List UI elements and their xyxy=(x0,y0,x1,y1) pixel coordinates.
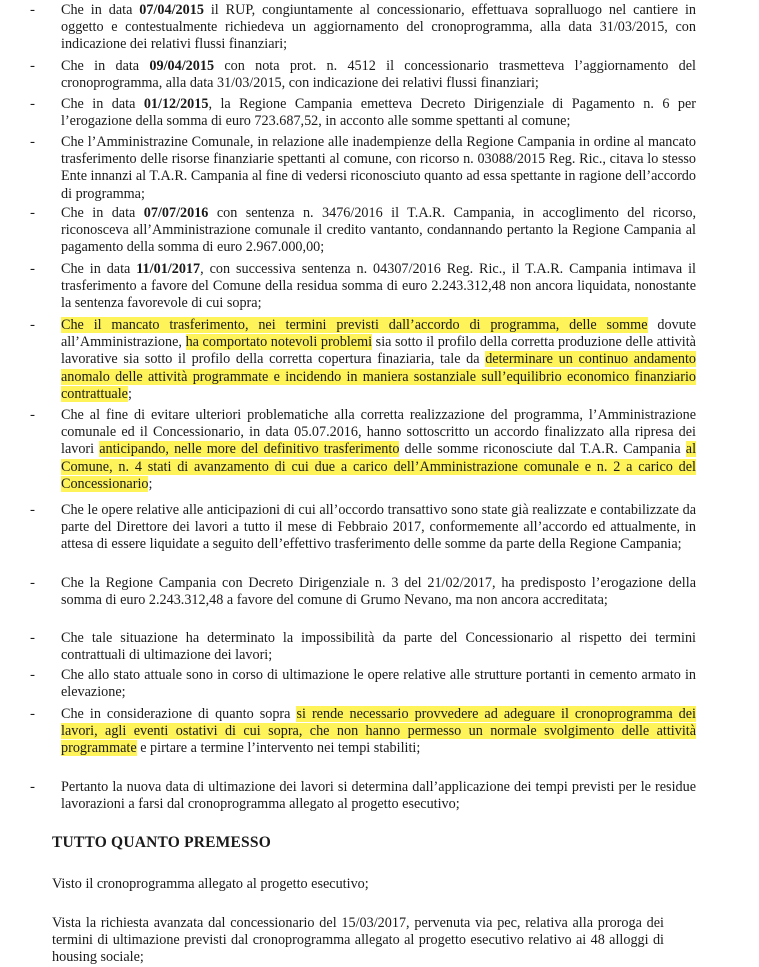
highlighted-text: determinare un continuo andamento anomalo delle attività programmate e incidendo in maniera sostanziale sull’equilibrio economico finanziario contrattuale xyxy=(61,351,696,402)
text-run: sia sotto il profilo della corretta produzione delle attività lavorative sia sotto il profilo della corretta copertura finaziaria, tale da xyxy=(61,334,696,368)
list-item-text xyxy=(61,575,696,609)
list-item-text xyxy=(61,502,696,554)
list-item-text xyxy=(61,407,696,493)
list-item-text xyxy=(61,205,696,257)
text-run: Che in data xyxy=(61,2,140,18)
list-item-text xyxy=(61,2,696,54)
bullet-dash: - xyxy=(30,667,35,683)
list-item-text xyxy=(61,134,696,203)
list-item-text xyxy=(61,779,696,813)
text-run: Che allo stato attuale sono in corso di ultimazione le opere relative alle strutture portanti in cemento armato in elevazione; xyxy=(61,667,696,701)
bullet-dash: - xyxy=(30,205,35,221)
text-run: ; xyxy=(127,385,132,402)
highlighted-text: Che il mancato trasferimento, nei termini previsti dall’accordo di programma, delle somme xyxy=(61,317,648,333)
bullet-dash: - xyxy=(30,779,35,795)
bold-date: 09/04/2015 xyxy=(149,58,215,74)
bullet-dash: - xyxy=(30,502,35,518)
list-item-text xyxy=(61,96,696,130)
list-item-text xyxy=(61,58,696,92)
text-run: Che la Regione Campania con Decreto Dirigenziale n. 3 del 21/02/2017, ha predisposto l’erogazione della somma di euro 2.243.312,48 a favore del comune di Grumo Nevano, ma non ancora accreditata; xyxy=(61,575,696,609)
bold-date: 01/12/2015 xyxy=(143,96,209,112)
text-run: dovute all’Amministrazione, xyxy=(61,317,696,351)
bullet-dash: - xyxy=(30,317,35,333)
text-run: Che l’Amministrazine Comunale, in relazione alle inadempienze della Regione Campania in ordine al mancato trasferimento delle risorse finanziarie spettanti al comune, con ricorso n. 03088/2015 Reg. Ric., citava lo stesso Ente innanzi al T.A.R. Campania al fine di vedersi riconosciuto quanto ad essa spettante in ragione dell’accordo di programma; xyxy=(61,134,696,202)
bold-date: 07/04/2015 xyxy=(139,2,204,18)
text-run: Che le opere relative alle anticipazioni di cui all’occordo transattivo sono state già realizzate e contabilizzate da parte del Direttore dei lavori a tutto il mese di Febbraio 2017, conformemente all’accordo ed attualmente, in attesa di essere liquidate a seguito dell’effettivo trasferimento delle somme da parte della Regione Campania; xyxy=(61,502,696,553)
list-item-text xyxy=(61,667,696,701)
text-run: con sentenza n. 3476/2016 il T.A.R. Campania, in accoglimento del ricorso, riconosceva all’Amministrazione comunale il credito vantanto, condannando pertanto la Regione Campania al pagamento della somma di euro 2.967.000,00; xyxy=(61,205,696,256)
text-run: il RUP, congiuntamente al concessionario, effettuava sopralluogo nel cantiere in oggetto e contestualmente richiedeva un aggiornamento del cronoprogramma, alla data 31/03/2015, con indicazione dei relativi flussi finanziari; xyxy=(61,2,696,53)
bullet-dash: - xyxy=(30,96,35,112)
list-item-text xyxy=(61,630,696,664)
bullet-dash: - xyxy=(30,58,35,74)
bold-date: 07/07/2016 xyxy=(143,205,209,221)
bullet-dash: - xyxy=(30,261,35,277)
text-run: con nota prot. n. 4512 il concessionario trasmetteva l’aggiornamento del cronoprogramma, alla data 31/03/2015, con indicazione dei relativi flussi finanziari; xyxy=(61,58,696,92)
text-run: Che in data xyxy=(61,58,150,74)
bold-date: 11/01/2017 xyxy=(136,261,201,277)
list-item-text xyxy=(61,261,696,313)
highlighted-text: ha comportato notevoli problemi xyxy=(185,334,373,351)
text-run: Che in data xyxy=(61,261,137,277)
highlighted-text: al Comune, n. 4 stati di avanzamento di cui due a carico dell’Amministrazione comunale e n. 2 a carico del Concessionario xyxy=(61,441,697,492)
text-run: ; xyxy=(148,475,153,492)
text-run: Pertanto la nuova data di ultimazione dei lavori si determina dall’applicazione dei tempi previsti per le residue lavorazioni a farsi dal cronoprogramma allegato al progetto esecutivo; xyxy=(61,779,696,813)
bullet-dash: - xyxy=(30,407,35,423)
text-run: delle somme riconosciute dal T.A.R. Campania xyxy=(399,441,686,458)
bullet-dash: - xyxy=(30,134,35,150)
text-run: , con successiva sentenza n. 04307/2016 Reg. Ric., il T.A.R. Campania intimava il trasferimento a favore del Comune della residua somma di euro 2.243.312,48 non ancora liquidata, nonostante la sentenza favorevole di cui sopra; xyxy=(61,261,696,312)
highlighted-text: si rende necessario provvedere ad adeguare il cronoprogramma dei lavori, agli eventi ostativi di cui sopra, che non hanno permesso un normale svolgimento delle attività programmate xyxy=(61,706,696,757)
bullet-dash: - xyxy=(30,575,35,591)
text-run: , la Regione Campania emetteva Decreto Dirigenziale di Pagamento n. 6 per l’erogazione della somma di euro 723.687,52, in acconto alle somme spettanti al comune; xyxy=(61,96,696,130)
text-run: Che in data xyxy=(61,96,144,112)
body-paragraph: Vista la richiesta avanzata dal concessionario del 15/03/2017, pervenuta via pec, relativa alla proroga dei termini di ultimazione previsti dal cronoprogramma allegato al progetto esecutivo relativo ai 48 alloggi di housing sociale; xyxy=(52,915,664,966)
body-paragraph: Visto il cronoprogramma allegato al progetto esecutivo; xyxy=(52,876,369,892)
list-item-text xyxy=(61,317,696,403)
section-heading: TUTTO QUANTO PREMESSO xyxy=(52,834,271,851)
bullet-dash: - xyxy=(30,2,35,18)
bullet-dash: - xyxy=(30,630,35,646)
text-run: Che in data xyxy=(61,205,144,221)
text-run: Che al fine di evitare ulteriori problematiche alla corretta realizzazione del programma, l’Amministrazione comunale ed il Concessionario, in data 05.07.2016, hanno sottoscritto un accordo finalizzato alla ripresa dei lavori xyxy=(61,407,696,458)
text-run: e pirtare a termine l’intervento nei tempi stabiliti; xyxy=(136,740,421,757)
text-run: Che tale situazione ha determinato la impossibilità da parte del Concessionario al rispetto dei termini contrattuali di ultimazione dei lavori; xyxy=(61,630,696,664)
list-item-text xyxy=(61,706,696,758)
highlighted-text: anticipando, nelle more del definitivo trasferimento xyxy=(99,441,400,458)
bullet-dash: - xyxy=(30,706,35,722)
text-run: Che in considerazione di quanto sopra xyxy=(61,706,297,722)
